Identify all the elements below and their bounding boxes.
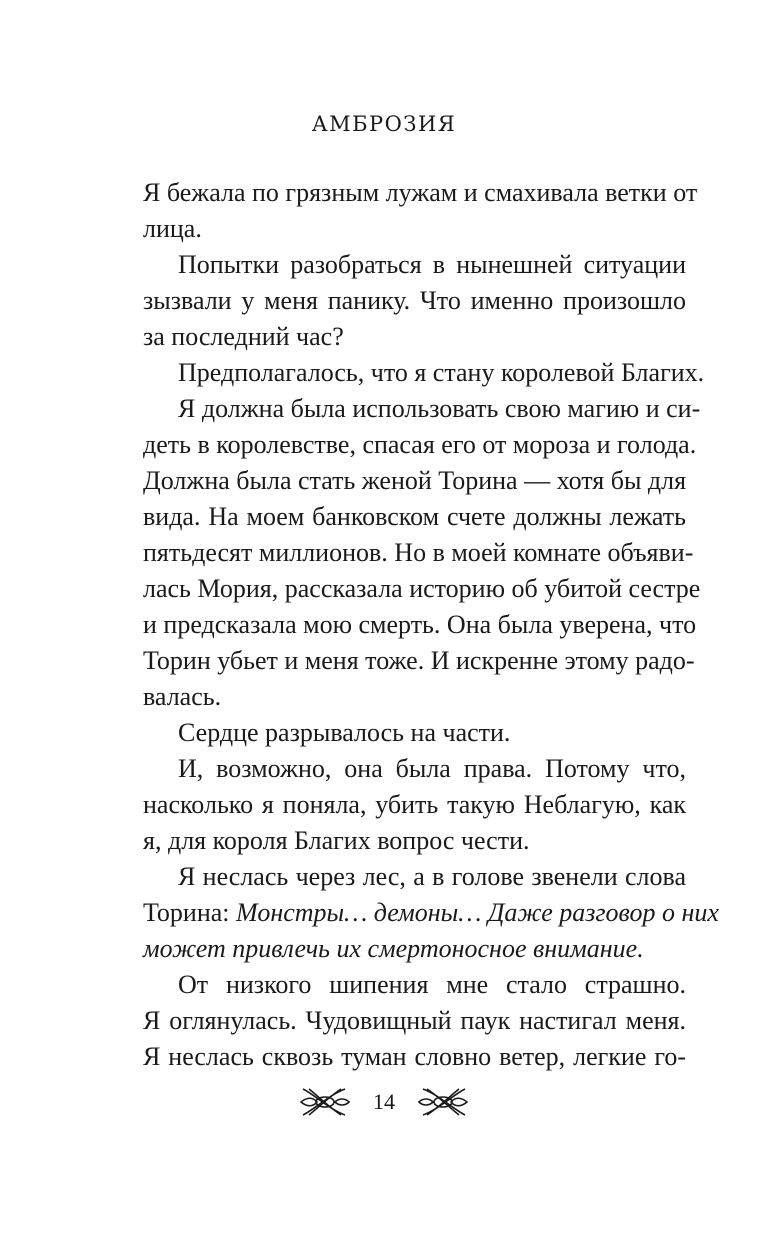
text-line: деть в королевстве, спасая его от мороза и голода. xyxy=(143,430,697,459)
page-footer xyxy=(0,1080,768,1124)
text-line: От низкого шипения мне стало страшно. xyxy=(178,970,686,999)
italic-quote: Монстры… демоны… Даже разговор о них xyxy=(236,898,719,927)
page-number: 14 xyxy=(373,1089,395,1114)
text-line-mixed xyxy=(143,895,719,931)
text-line: валась. xyxy=(143,682,222,711)
text-line: за последний час? xyxy=(143,322,344,351)
text-line: Я неслась сквозь туман словно ветер, легкие го- xyxy=(143,1042,686,1071)
text-line: Должна была стать женой Торина — хотя бы для xyxy=(143,466,687,495)
text-line: Торин убьет и меня тоже. И искренне этому радо- xyxy=(143,646,695,675)
text-line: Сердце разрывалось на части. xyxy=(178,718,511,747)
text-line: я, для короля Благих вопрос чести. xyxy=(143,826,530,855)
text-line: насколько я поняла, убить такую Неблагую, как xyxy=(143,790,686,819)
text-line: и предсказала мою смерть. Она была уверена, что xyxy=(143,610,697,639)
running-header: АМБРОЗИЯ xyxy=(311,112,457,136)
text-line: И, возможно, она была права. Потому что, xyxy=(178,754,686,783)
text-line: лица. xyxy=(143,214,202,243)
text-line: Я бежала по грязным лужам и смахивала ветки от xyxy=(143,178,698,207)
italic-quote: может привлечь их смертоносное внимание. xyxy=(143,934,644,963)
text-line: вида. На моем банковском счете должны лежать xyxy=(143,502,686,531)
text-line: Предполагалось, что я стану королевой Благих. xyxy=(178,358,705,387)
text-line: лась Мория, рассказала историю об убитой сестре xyxy=(143,574,701,603)
text-line: Попытки разобраться в нынешней ситуации xyxy=(178,250,686,279)
text-line: Я должна была использовать свою магию и си- xyxy=(178,394,701,423)
text-line: пятьдесят миллионов. Но в моей комнате объяви- xyxy=(143,538,694,567)
text-run: Торина: xyxy=(143,898,237,927)
ornament-right-icon xyxy=(417,1085,469,1119)
text-line: зызвали у меня панику. Что именно произошло xyxy=(143,286,686,315)
text-line: Я неслась через лес, а в голове звенели слова xyxy=(178,862,686,891)
ornament-left-icon xyxy=(299,1085,351,1119)
text-line: Я оглянулась. Чудовищный паук настигал меня. xyxy=(143,1006,686,1035)
